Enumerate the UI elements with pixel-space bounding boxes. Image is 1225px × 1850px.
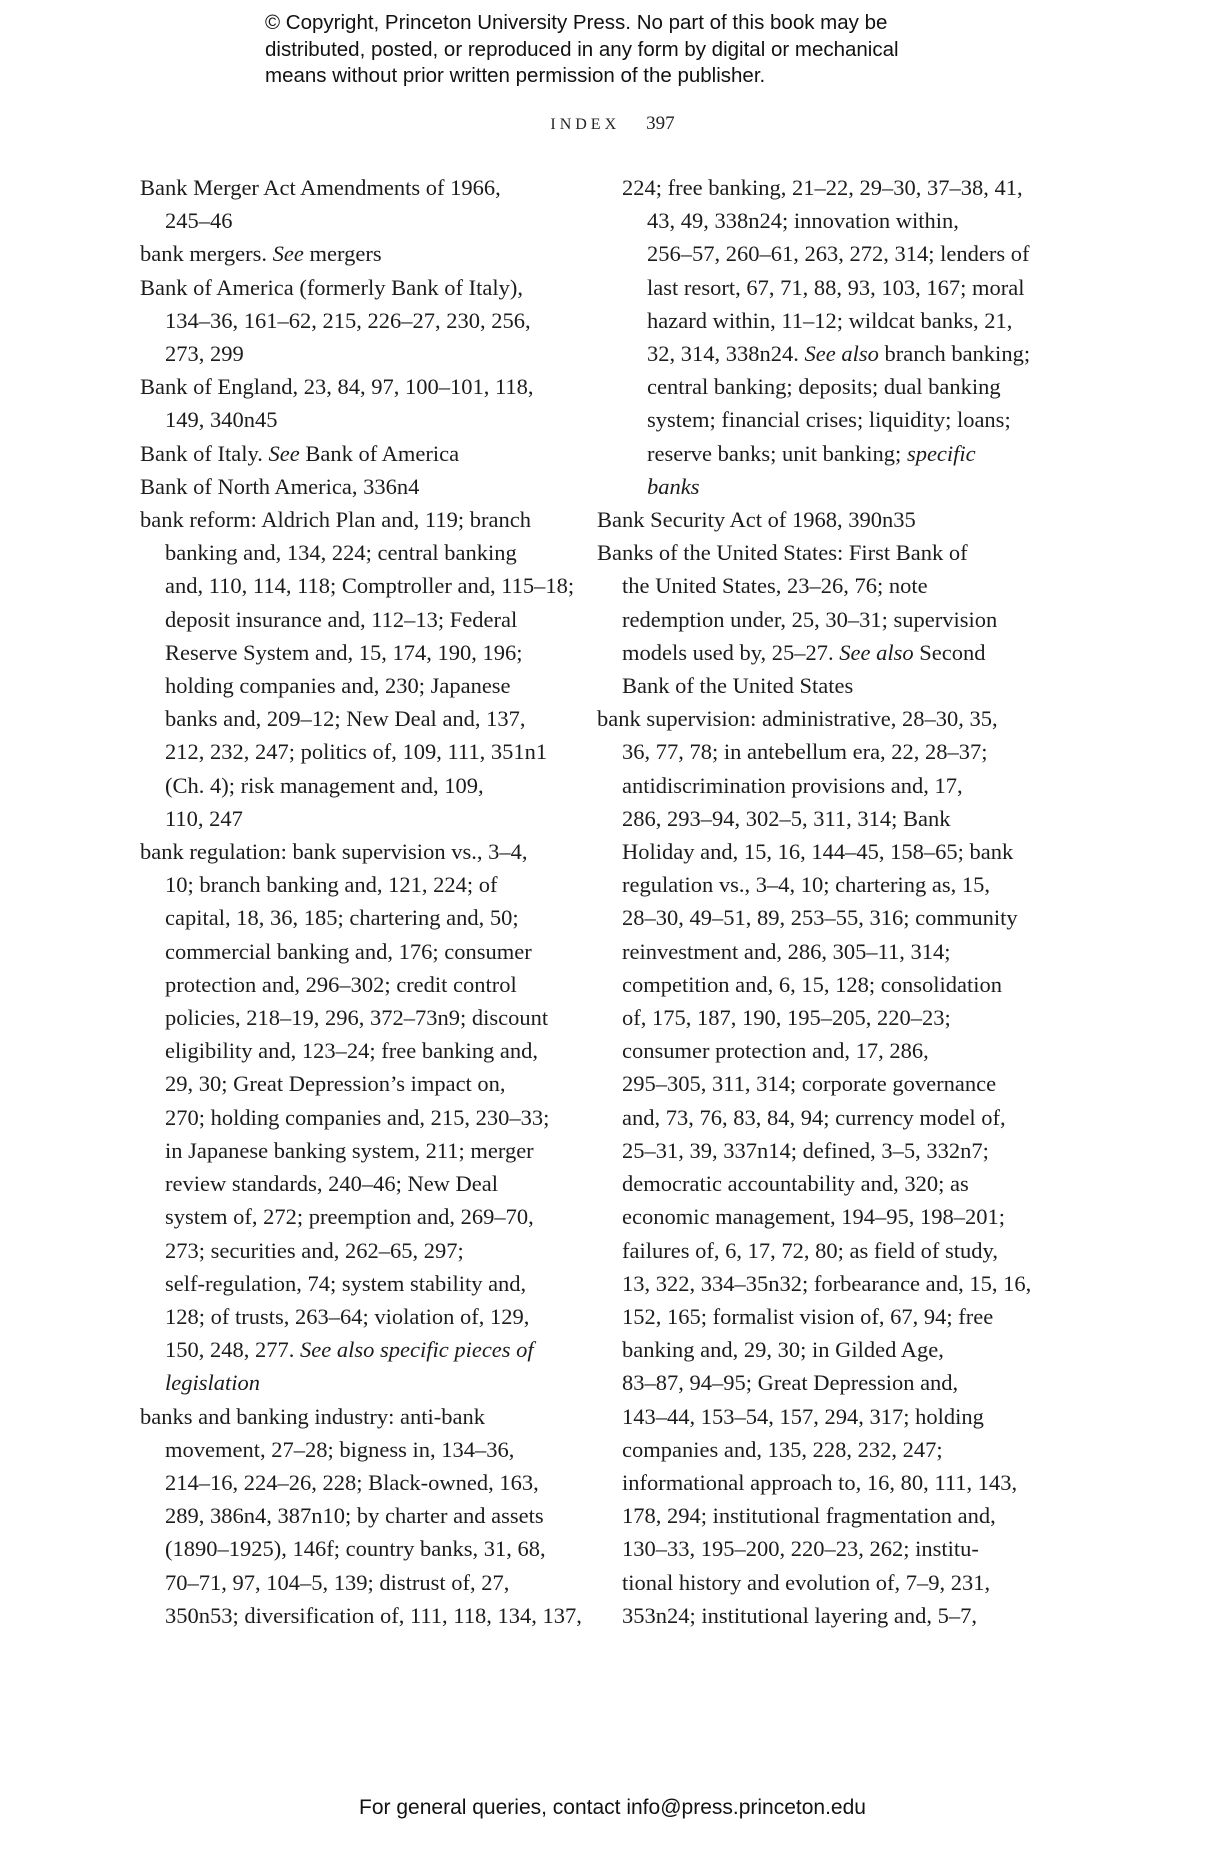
index-entry [597,503,1032,536]
index-line: 286, 293–94, 302–5, 311, 314; Bank [622,805,951,831]
index-line: system; financial crises; liquidity; loans; [647,407,1011,433]
index-line: commercial banking and, 176; consumer [165,938,532,964]
index-line: 10; branch banking and, 121, 224; of [165,872,498,898]
index-entry [140,503,595,835]
index-line: competition and, 6, 15, 128; consolidation [622,971,1002,997]
index-line: capital, 18, 36, 185; chartering and, 50; [165,905,519,931]
index-line: regulation vs., 3–4, 10; chartering as, 15, [622,872,991,898]
index-line: redemption under, 25, 30–31; supervision [622,606,998,632]
index-line: 134–36, 161–62, 215, 226–27, 230, 256, [165,307,531,333]
index-line: holding companies and, 230; Japanese [165,673,511,699]
index-line: 150, 248, 277. See also specific pieces of [165,1337,534,1363]
index-line: models used by, 25–27. See also Second [622,639,986,665]
index-line: hazard within, 11–12; wildcat banks, 21, [647,307,1013,333]
index-line: Banks of the United States: First Bank of [597,540,968,566]
cross-reference: specific [906,440,976,466]
index-entry [140,171,595,237]
index-line: 256–57, 260–61, 263, 272, 314; lenders of [647,241,1030,267]
index-line: antidiscrimination provisions and, 17, [622,772,963,798]
index-line: Bank of North America, 336n4 [140,473,420,499]
page-number: 397 [646,113,675,134]
copyright-line: means without prior written permission of the publisher. [265,64,766,87]
index-column-left [140,171,595,1632]
index-line: eligibility and, 123–24; free banking and, [165,1038,539,1064]
cross-reference: See also specific pieces of [300,1337,534,1363]
running-head [0,113,1225,135]
index-line [647,470,1032,503]
index-line: 130–33, 195–200, 220–23, 262; institu- [622,1536,979,1562]
index-line: Bank of the United States [622,673,854,699]
index-line: 110, 247 [165,805,243,831]
index-line: Bank of America (formerly Bank of Italy), [140,274,523,300]
index-line: 214–16, 224–26, 228; Black-owned, 163, [165,1469,539,1495]
index-line: review standards, 240–46; New Deal [165,1171,499,1197]
index-entry [622,171,1032,503]
index-line [165,1366,595,1399]
cross-reference: See [272,241,304,267]
index-line: reserve banks; unit banking; specific [647,440,976,466]
index-line: banks and banking industry: anti-bank [140,1403,485,1429]
index-column-right [597,171,1032,1632]
index-entry [140,437,595,470]
index-line: 70–71, 97, 104–5, 139; distrust of, 27, [165,1569,510,1595]
index-line: bank regulation: bank supervision vs., 3–4, [140,839,528,865]
cross-reference: banks [647,473,700,499]
index-line: 25–31, 39, 337n14; defined, 3–5, 332n7; [622,1137,989,1163]
index-line: banks and, 209–12; New Deal and, 137, [165,706,526,732]
index-line: 149, 340n45 [165,407,278,433]
index-line: 270; holding companies and, 215, 230–33; [165,1104,550,1130]
index-line: 273, 299 [165,341,244,367]
index-line: bank mergers. See mergers [140,241,382,267]
index-line: self-regulation, 74; system stability and, [165,1270,527,1296]
index-entry [140,271,595,371]
index-line: banking and, 134, 224; central banking [165,540,517,566]
index-line: Bank Security Act of 1968, 390n35 [597,507,916,533]
index-line: deposit insurance and, 112–13; Federal [165,606,518,632]
index-line: central banking; deposits; dual banking [647,374,1001,400]
index-line: 273; securities and, 262–65, 297; [165,1237,464,1263]
cross-reference: legislation [165,1370,260,1396]
index-line: 353n24; institutional layering and, 5–7, [622,1602,977,1628]
index-line: informational approach to, 16, 80, 111, 143, [622,1469,1018,1495]
index-entry [140,835,595,1399]
copyright-line: distributed, posted, or reproduced in any form by digital or mechanical [265,37,899,61]
index-line: failures of, 6, 17, 72, 80; as field of study, [622,1237,998,1263]
cross-reference: See also [804,341,879,367]
index-line: 29, 30; Great Depression’s impact on, [165,1071,506,1097]
index-line: economic management, 194–95, 198–201; [622,1204,1006,1230]
index-line: 178, 294; institutional fragmentation and, [622,1503,996,1529]
index-line: and, 73, 76, 83, 84, 94; currency model of, [622,1104,1006,1130]
index-entry [597,702,1032,1632]
index-line: democratic accountability and, 320; as [622,1171,969,1197]
index-line: policies, 218–19, 296, 372–73n9; discount [165,1005,549,1031]
copyright-notice [265,10,1025,90]
index-line: movement, 27–28; bigness in, 134–36, [165,1436,515,1462]
index-line: protection and, 296–302; credit control [165,971,517,997]
index-entry [597,536,1032,702]
index-line: of, 175, 187, 190, 195–205, 220–23; [622,1005,951,1031]
running-head-title: INDEX [550,116,621,133]
index-entry [140,470,595,503]
index-line: banking and, 29, 30; in Gilded Age, [622,1337,944,1363]
index-line: Bank of England, 23, 84, 97, 100–101, 118, [140,374,534,400]
index-line: Reserve System and, 15, 174, 190, 196; [165,639,523,665]
index-line: 83–87, 94–95; Great Depression and, [622,1370,959,1396]
index-line: Bank of Italy. See Bank of America [140,440,460,466]
index-line: 32, 314, 338n24. See also branch banking; [647,341,1031,367]
index-line: 143–44, 153–54, 157, 294, 317; holding [622,1403,984,1429]
index-line: bank supervision: administrative, 28–30, 35, [597,706,998,732]
index-line: the United States, 23–26, 76; note [622,573,928,599]
cross-reference: See also [839,639,914,665]
index-line: 212, 232, 247; politics of, 109, 111, 351n1 [165,739,548,765]
index-line: system of, 272; preemption and, 269–70, [165,1204,534,1230]
footer-contact: For general queries, contact info@press.princeton.edu [359,1796,866,1819]
index-line: 295–305, 311, 314; corporate governance [622,1071,997,1097]
index-line: consumer protection and, 17, 286, [622,1038,929,1064]
index-line: 28–30, 49–51, 89, 253–55, 316; community [622,905,1018,931]
index-line: (1890–1925), 146f; country banks, 31, 68, [165,1536,546,1562]
index-line: Holiday and, 15, 16, 144–45, 158–65; bank [622,839,1014,865]
index-line: 350n53; diversification of, 111, 118, 134, 137, [165,1602,582,1628]
index-line: and, 110, 114, 118; Comptroller and, 115–18; [165,573,575,599]
index-line: companies and, 135, 228, 232, 247; [622,1436,943,1462]
index-line: Bank Merger Act Amendments of 1966, [140,175,501,200]
index-line: tional history and evolution of, 7–9, 231, [622,1569,991,1595]
index-line: 43, 49, 338n24; innovation within, [647,208,959,234]
index-line: (Ch. 4); risk management and, 109, [165,772,484,798]
copyright-line: © Copyright, Princeton University Press. No part of this book may be [265,11,888,34]
index-line: 245–46 [165,208,233,234]
index-line: last resort, 67, 71, 88, 93, 103, 167; moral [647,274,1025,300]
index-line: bank reform: Aldrich Plan and, 119; branch [140,507,531,533]
index-line: 128; of trusts, 263–64; violation of, 129, [165,1303,530,1329]
index-line: in Japanese banking system, 211; merger [165,1137,534,1163]
index-line: 13, 322, 334–35n32; forbearance and, 15, 16, [622,1270,1032,1296]
cross-reference: See [268,440,300,466]
index-line: 36, 77, 78; in antebellum era, 22, 28–37; [622,739,988,765]
index-entry [140,237,595,270]
index-line: 152, 165; formalist vision of, 67, 94; free [622,1303,994,1329]
index-line: reinvestment and, 286, 305–11, 314; [622,938,951,964]
index-line: 224; free banking, 21–22, 29–30, 37–38, 41, [622,175,1023,200]
index-entry [140,1400,595,1632]
index-line: 289, 386n4, 387n10; by charter and assets [165,1503,544,1529]
index-entry [140,370,595,436]
